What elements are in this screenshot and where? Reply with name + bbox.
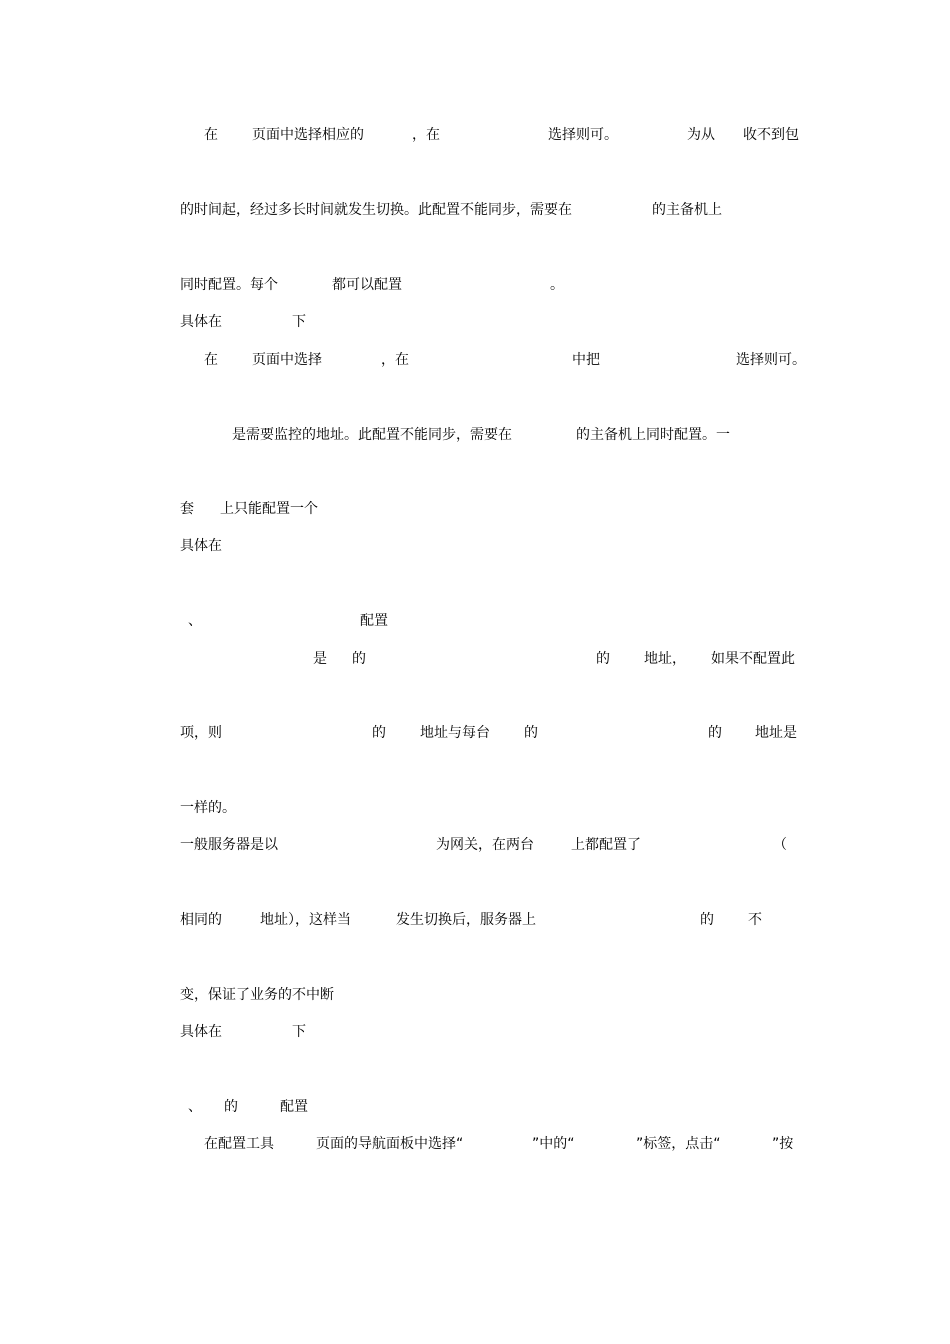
text-fragment: 的主备机上	[652, 202, 722, 218]
text-fragment: 页面中选择	[252, 352, 322, 368]
text-fragment: 配置	[360, 613, 388, 629]
text-fragment: 地址），这样当	[260, 912, 351, 928]
text-fragment: 一样的。	[180, 800, 236, 816]
text-fragment: 同时配置。每个	[180, 277, 278, 293]
text-fragment: 都可以配置	[332, 277, 402, 293]
text-fragment: 是需要监控的地址。此配置不能同步，需要在	[232, 427, 512, 443]
text-fragment: 选择则可。	[736, 352, 806, 368]
text-fragment: 上只能配置一个	[220, 501, 318, 517]
text-fragment: 中把	[572, 352, 600, 368]
text-fragment: 在	[204, 127, 218, 143]
text-fragment: 在配置工具	[204, 1136, 274, 1152]
text-fragment: 配置	[280, 1099, 308, 1115]
text-fragment: 在	[204, 352, 218, 368]
text-fragment: 的	[708, 725, 722, 741]
text-fragment: 为从	[687, 127, 715, 143]
text-fragment: 如果不配置此	[711, 651, 795, 667]
text-fragment: ，在	[381, 352, 409, 368]
text-fragment: 的	[596, 651, 610, 667]
text-fragment: 下	[292, 1024, 306, 1040]
text-fragment: 具体在	[180, 1024, 222, 1040]
text-fragment: 不	[748, 912, 762, 928]
text-fragment: ”中的“	[532, 1136, 575, 1152]
text-fragment: 项，则	[180, 725, 222, 741]
text-fragment: 具体在	[180, 538, 222, 554]
text-fragment: （	[773, 837, 787, 853]
text-fragment: 为网关，在两台	[436, 837, 534, 853]
text-fragment: 地址与每台	[420, 725, 490, 741]
text-fragment: 下	[292, 314, 306, 330]
text-fragment: 变，保证了业务的不中断	[180, 987, 334, 1003]
text-fragment: 的时间起，经过多长时间就发生切换。此配置不能同步，需要在	[180, 202, 572, 218]
text-fragment: 的	[700, 912, 714, 928]
text-fragment: 的	[372, 725, 386, 741]
text-fragment: 收不到包	[743, 127, 799, 143]
text-fragment: 具体在	[180, 314, 222, 330]
text-fragment: 发生切换后，服务器上	[396, 912, 536, 928]
text-fragment: 页面中选择相应的	[252, 127, 364, 143]
text-fragment: 套	[180, 501, 194, 517]
text-fragment: 选择则可。	[548, 127, 618, 143]
text-fragment: 相同的	[180, 912, 222, 928]
text-fragment: 地址是	[755, 725, 797, 741]
text-fragment: 页面的导航面板中选择“	[316, 1136, 464, 1152]
text-fragment: ”按	[772, 1136, 794, 1152]
text-fragment: 。	[550, 277, 564, 293]
text-fragment: 的	[524, 725, 538, 741]
text-fragment: 的	[224, 1099, 238, 1115]
text-fragment: 、	[188, 613, 202, 629]
text-fragment: 上都配置了	[571, 837, 641, 853]
text-fragment: 地址，	[644, 651, 686, 667]
text-fragment: 的	[352, 651, 366, 667]
text-fragment: 的主备机上同时配置。一	[576, 427, 730, 443]
text-fragment: 、	[188, 1099, 202, 1115]
text-fragment: ”标签，点击“	[636, 1136, 721, 1152]
text-fragment: 是	[313, 651, 327, 667]
text-fragment: ，在	[412, 127, 440, 143]
text-fragment: 一般服务器是以	[180, 837, 278, 853]
